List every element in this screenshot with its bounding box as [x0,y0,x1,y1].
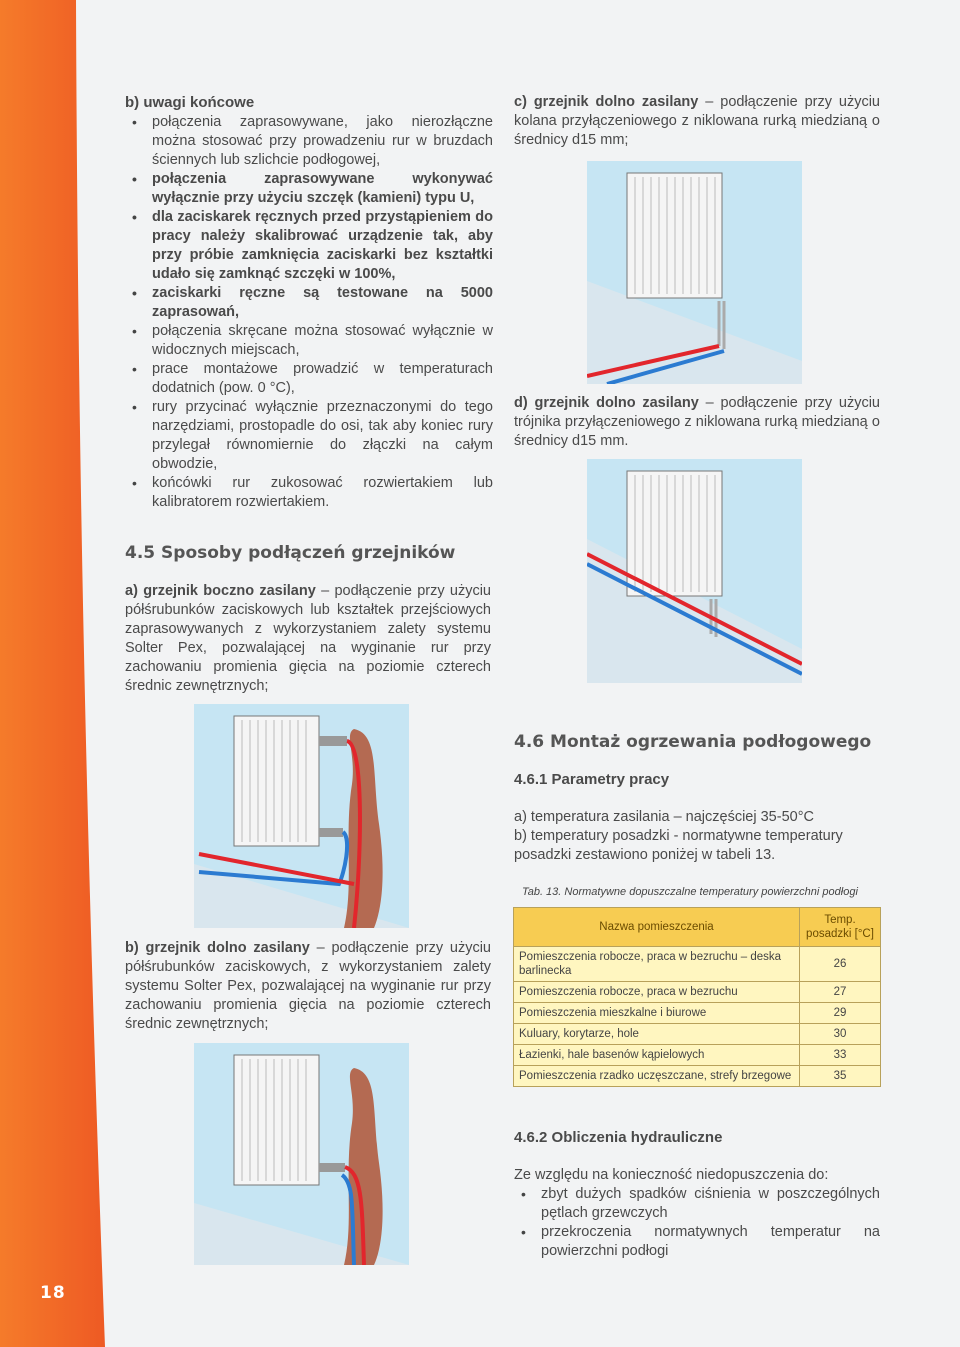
table-caption: Tab. 13. Normatywne dopuszczalne temperatury powierzchni podłogi [522,886,858,898]
list-item: • rury przycinać wyłącznie przeznaczonymi do tego narzędziami, prostopadle do osi, tak aby koniec rury przylegał równomiernie do złączki na całym obwodzie, [125,398,493,474]
table-row [514,1066,881,1087]
option-a-label: a) grzejnik boczno zasilany [125,583,316,599]
table-cell: 35 [800,1066,881,1087]
parameter-b: b) temperatury posadzki - normatywne temperatury posadzki zestawiono poniżej w tabeli 13. [514,828,843,863]
list-item: • przekroczenia normatywnych temperatur na powierzchni podłogi [514,1223,880,1261]
table-cell: Łazienki, hale basenów kąpielowych [514,1045,800,1066]
table-cell: Pomieszczenia mieszkalne i biurowe [514,1003,800,1024]
table-cell: 29 [800,1003,881,1024]
table-cell: Pomieszczenia rzadko uczęszczane, strefy brzegowe [514,1066,800,1087]
parameter-a: a) temperatura zasilania – najczęściej 35-50°C [514,809,814,825]
option-b-text [125,939,491,1034]
list-item: • końcówki rur zukosować rozwiertakiem lub kalibratorem rozwiertakiem. [125,474,493,512]
table-row [514,982,881,1003]
option-c-description: – podłączenie przy użyciu kolana przyłączeniowego z niklowana rurką miedzianą o średnicy d15 mm; [514,94,880,148]
option-a-text [125,582,491,696]
page-number: 18 [40,1283,66,1303]
section-45-title: 4.5 Sposoby podłączeń grzejników [125,543,456,563]
list-item: • połączenia zaprasowywane wykonywać wyłącznie przy użyciu szczęk (kamieni) typu U, [125,170,493,208]
table-header-cell: Nazwa pomieszczenia [514,908,800,947]
table-header-cell: Temp. posadzki [°C] [800,908,881,947]
remarks-list [125,113,493,512]
list-item: • dla zaciskarek ręcznych przed przystąpieniem do pracy należy skalibrować urządzenie tak, aby przy próbie zamknięcia zaciskarki bez kształtki udało się zamknąć szczęki w 100%, [125,208,493,284]
table-row [514,1045,881,1066]
table-cell: 30 [800,1024,881,1045]
hydraulics-intro: Ze względu na konieczność niedopuszczenia do: [514,1167,829,1183]
list-item: • połączenia skręcane można stosować wyłącznie w widocznych miejscach, [125,322,493,360]
list-item: • zaciskarki ręczne są testowane na 5000 zaprasowań, [125,284,493,322]
radiator-side-connection-figure [194,704,409,928]
list-item: • połączenia zaprasowywane, jako nierozłączne można stosować przy prowadzeniu rur w bruzdach ściennych lub szlichcie podłogowej, [125,113,493,170]
option-b-description: – podłączenie przy użyciu półśrubunków zaciskowych, z wykorzystaniem zalety systemu Solter Pex, pozwalającej na wyginanie rur przy zachowaniu promienia gięcia na poziomie czterech średnic zewnętrznych; [125,940,491,1032]
orange-side-stripe [0,0,105,1347]
list-item: • prace montażowe prowadzić w temperaturach dodatnich (pow. 0 °C), [125,360,493,398]
temperature-table [513,907,881,1087]
radiator-elbow-connection-figure [587,161,802,384]
option-d-text [514,394,880,451]
hydraulics-block [514,1166,880,1261]
table-header-row [514,908,881,947]
table-row [514,1003,881,1024]
subsection-462-title: 4.6.2 Obliczenia hydrauliczne [514,1129,723,1146]
table-cell: Pomieszczenia robocze, praca w bezruchu – deska barlinecka [514,947,800,982]
table-cell: Kuluary, korytarze, hole [514,1024,800,1045]
option-c-label: c) grzejnik dolno zasilany [514,94,699,110]
hydraulics-list [514,1185,880,1261]
table-cell: Pomieszczenia robocze, praca w bezruchu [514,982,800,1003]
subsection-461-title: 4.6.1 Parametry pracy [514,771,670,788]
table-row [514,1024,881,1045]
option-b-label: b) grzejnik dolno zasilany [125,940,310,956]
radiator-tee-connection-figure [587,459,802,683]
table-row [514,947,881,982]
option-d-description: – podłączenie przy użyciu trójnika przyłączeniowego z niklowana rurką miedzianą o średnicy d15 mm. [514,395,880,449]
table-cell: 27 [800,982,881,1003]
remarks-heading: b) uwagi końcowe [125,94,255,111]
option-a-description: – podłączenie przy użyciu półśrubunków zaciskowych lub kształtek przejściowych zaprasowywanych z wykorzystaniem zalety systemu Solter Pex, pozwalającej na wyginanie rur przy zachowaniu promienia gięcia na poziomie czterech średnic zewnętrznych; [125,583,491,694]
option-c-text [514,93,880,150]
table-cell: 33 [800,1045,881,1066]
list-item: • zbyt dużych spadków ciśnienia w poszczególnych pętlach grzewczych [514,1185,880,1223]
table-cell: 26 [800,947,881,982]
radiator-bottom-connection-figure [194,1043,409,1265]
section-46-title: 4.6 Montaż ogrzewania podłogowego [514,732,872,752]
remarks-block [125,93,493,512]
option-d-label: d) grzejnik dolno zasilany [514,395,699,411]
